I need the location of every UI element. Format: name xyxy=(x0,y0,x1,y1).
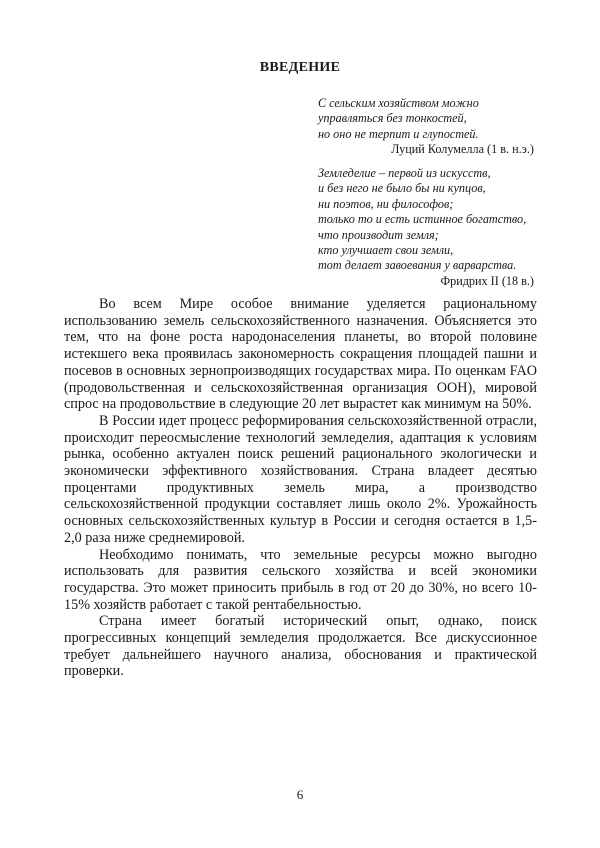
epigraph-line: но оно не терпит и глупостей. xyxy=(318,126,479,141)
epigraph-line: тот делает завоевания у варварства. xyxy=(318,258,517,273)
paragraph: В России идет процесс реформирования сельскохозяйственной отрасли, происходит переосмысление технологий земледелия, адаптация к условиям рынка, особенно актуален поиск решений рационального экологически и экономически эффективного хозяйствования. Страна владеет десятью процентами продуктивных земель мира, а производство сельскохозяйственной продукции составляет лишь около 2%. Урожайность основных сельскохозяйственных культур в России и сегодня остается в 1,5-2,0 раза ниже среднемировой. xyxy=(64,412,537,546)
epigraph-line: управляться без тонкостей, xyxy=(318,111,467,126)
epigraph-line: и без него не было бы ни купцов, xyxy=(318,181,486,196)
page-title: ВВЕДЕНИЕ xyxy=(259,60,341,75)
paragraph: Необходимо понимать, что земельные ресурсы можно выгодно использовать для развития сельского хозяйства и всей экономики государства. Это может приносить прибыль в год от 20 до 30%, но всего 10-15% хозяйств работает с такой рентабельностью. xyxy=(64,546,537,613)
page-number: 6 xyxy=(296,787,304,802)
body-text xyxy=(64,296,537,680)
epigraph-line: что производит земля; xyxy=(318,227,439,242)
epigraph-frederick xyxy=(318,166,534,289)
epigraph-line: Земледелие – первой из искусств, xyxy=(318,166,491,180)
epigraph-columella xyxy=(318,96,534,158)
paragraph: Страна имеет богатый исторический опыт, однако, поиск прогрессивных концепций земледелия продолжается. Все дискуссионное требует дальнейшего научного анализа, обоснования и практической проверки. xyxy=(64,613,537,680)
epigraph-line: кто улучшает свои земли, xyxy=(318,243,454,258)
paragraph: Во всем Мире особое внимание уделяется рациональному использованию земель сельскохозяйственного назначения. Объясняется это тем, что на фоне роста народонаселения планеты, во второй половине истекшего века проявилась закономерность сокращения площадей пашни и посевов в основных зернопроизводящих государствах мира. По оценкам FAO (продовольственная и сельскохозяйственная организация ООН), мировой спрос на продовольствие в следующие 20 лет вырастет как минимум на 50%. xyxy=(64,296,537,413)
epigraph-line: только то и есть истинное богатство, xyxy=(318,212,527,227)
epigraph-line: С сельским хозяйством можно xyxy=(318,96,479,110)
epigraph-line: ни поэтов, ни философов; xyxy=(318,196,454,211)
epigraph-author: Фридрих II (18 в.) xyxy=(440,273,534,288)
epigraph-author: Луций Колумелла (1 в. н.э.) xyxy=(391,142,534,157)
